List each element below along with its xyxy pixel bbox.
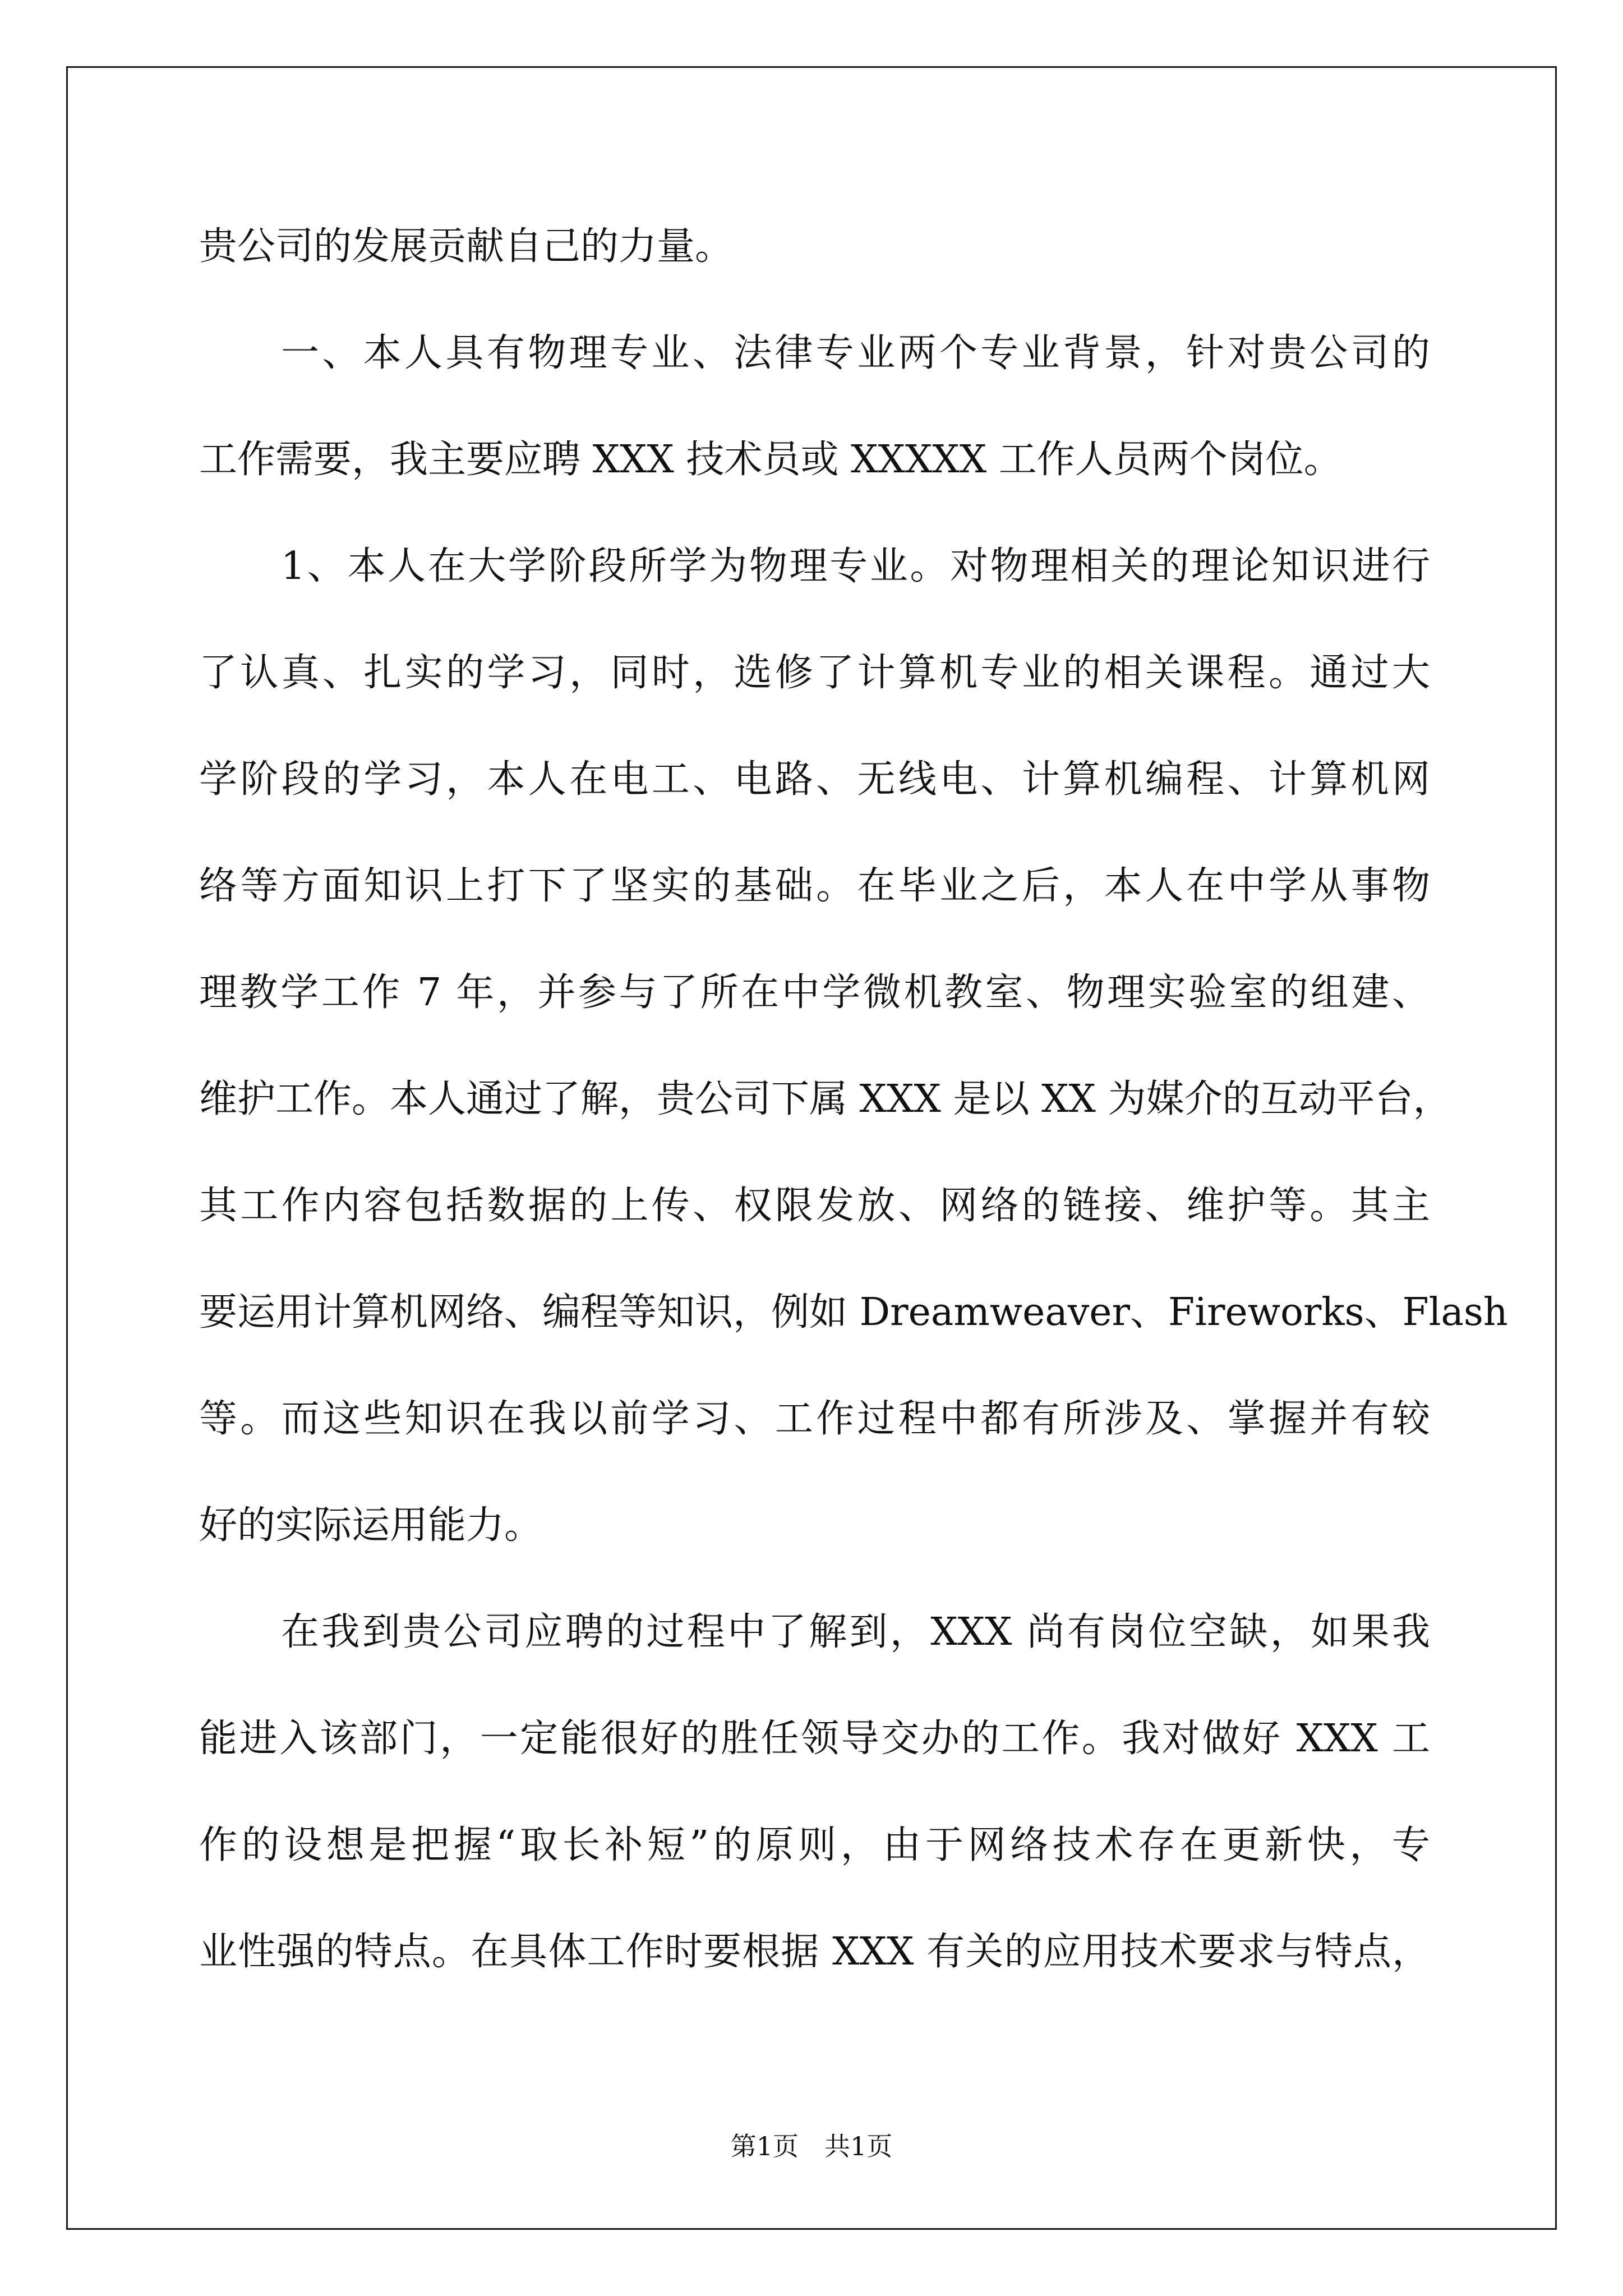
text-line: 络等方面知识上打下了坚实的基础。在毕业之后，本人在中学从事物 xyxy=(199,864,1430,908)
text-line: 一、本人具有物理专业、法律专业两个专业背景，针对贵公司的 xyxy=(281,331,1430,375)
text-line: 作的设想是把握“取长补短”的原则，由于网络技术存在更新快，专 xyxy=(199,1823,1430,1867)
text-line: 在我到贵公司应聘的过程中了解到，XXX 尚有岗位空缺，如果我 xyxy=(281,1610,1430,1654)
text-line: 业性强的特点。在具体工作时要根据 XXX 有关的应用技术要求与特点， xyxy=(199,1930,1430,1974)
text-line: 好的实际运用能力。 xyxy=(199,1503,543,1548)
text-line: 其工作内容包括数据的上传、权限发放、网络的链接、维护等。其主 xyxy=(199,1184,1430,1228)
text-line: 贵公司的发展贡献自己的力量。 xyxy=(199,224,734,269)
text-line: 理教学工作 7 年，并参与了所在中学微机教室、物理实验室的组建、 xyxy=(199,970,1430,1015)
page-number: 第1页 共1页 xyxy=(730,2131,893,2161)
page-border xyxy=(66,66,1557,2230)
text-line: 学阶段的学习，本人在电工、电路、无线电、计算机编程、计算机网 xyxy=(199,757,1430,802)
text-line: 1、本人在大学阶段所学为物理专业。对物理相关的理论知识进行 xyxy=(281,544,1430,588)
text-line: 工作需要，我主要应聘 XXX 技术员或 XXXXX 工作人员两个岗位。 xyxy=(199,438,1342,482)
text-line: 能进入该部门，一定能很好的胜任领导交办的工作。我对做好 XXX 工 xyxy=(199,1717,1430,1761)
text-line: 要运用计算机网络、编程等知识，例如 Dreamweaver、Fireworks、Flash xyxy=(199,1290,1508,1335)
text-line: 维护工作。本人通过了解，贵公司下属 XXX 是以 XX 为媒介的互动平台， xyxy=(199,1077,1451,1121)
text-line: 等。而这些知识在我以前学习、工作过程中都有所涉及、掌握并有较 xyxy=(199,1397,1430,1441)
text-line: 了认真、扎实的学习，同时，选修了计算机专业的相关课程。通过大 xyxy=(199,651,1430,695)
